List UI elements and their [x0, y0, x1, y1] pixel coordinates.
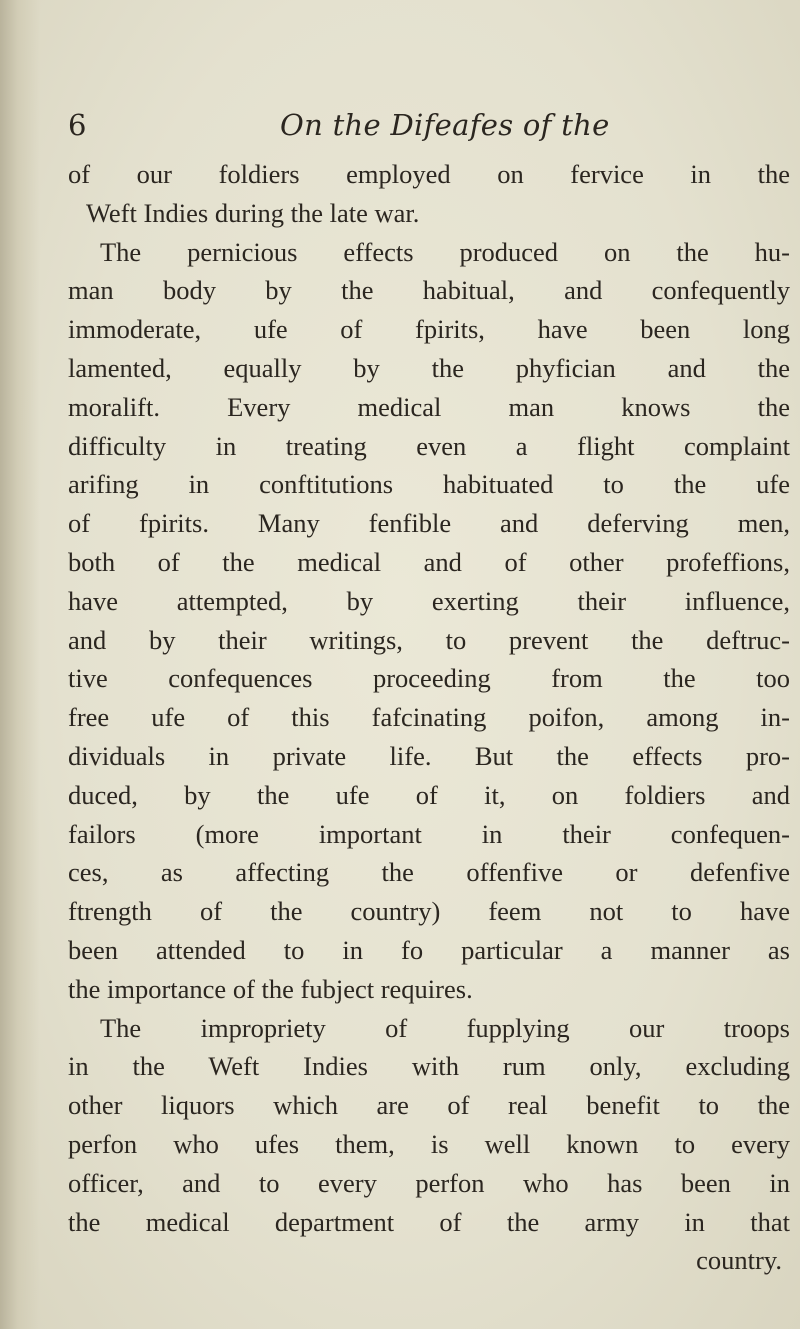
text-line: and by their writings, to prevent the deftruc- [68, 624, 790, 655]
running-title: On the Difeafes of the [280, 108, 610, 142]
running-head [0, 108, 800, 148]
text-line: the medical department of the army in that [68, 1206, 790, 1237]
text-line: moralift. Every medical man knows the [68, 391, 790, 422]
text-line: man body by the habitual, and confequently [68, 275, 790, 306]
text-line: lamented, equally by the phyfician and the [68, 352, 790, 383]
text-line: in the Weft Indies with rum only, excluding [68, 1051, 790, 1082]
text-line: The pernicious effects produced on the hu- [100, 236, 790, 267]
text-line: the importance of the fubject requires. [68, 973, 473, 1004]
text-line: both of the medical and of other profeffions, [68, 546, 790, 577]
text-line: The impropriety of fupplying our troops [100, 1012, 790, 1043]
text-line: Weft Indies during the late war. [86, 197, 420, 228]
text-line: arifing in conftitutions habituated to the ufe [68, 469, 790, 500]
text-line: immoderate, ufe of fpirits, have been long [68, 314, 790, 345]
text-line: failors (more important in their confequen- [68, 818, 790, 849]
text-line: been attended to in fo particular a manner as [68, 934, 790, 965]
text-line: officer, and to every perfon who has been in [68, 1167, 790, 1198]
text-line: difficulty in treating even a flight complaint [68, 430, 790, 461]
text-line: have attempted, by exerting their influence, [68, 585, 790, 616]
text-line: ces, as affecting the offenfive or defenfive [68, 857, 790, 888]
gutter-shadow [0, 0, 40, 1329]
text-line: other liquors which are of real benefit to the [68, 1090, 790, 1121]
text-line: ftrength of the country) feem not to have [68, 896, 790, 927]
page-number: 6 [68, 108, 87, 142]
text-line: of fpirits. Many fenfible and deferving men, [68, 508, 790, 539]
text-line: perfon who ufes them, is well known to every [68, 1128, 790, 1159]
text-line: duced, by the ufe of it, on foldiers and [68, 779, 790, 810]
text-line: dividuals in private life. But the effects pro- [68, 740, 790, 771]
text-line: free ufe of this fafcinating poifon, among in- [68, 702, 790, 733]
text-line: tive confequences proceeding from the too [68, 663, 790, 694]
body-text [68, 155, 790, 1280]
catchword: country. [696, 1245, 782, 1276]
text-line: of our foldiers employed on fervice in the [68, 159, 790, 189]
